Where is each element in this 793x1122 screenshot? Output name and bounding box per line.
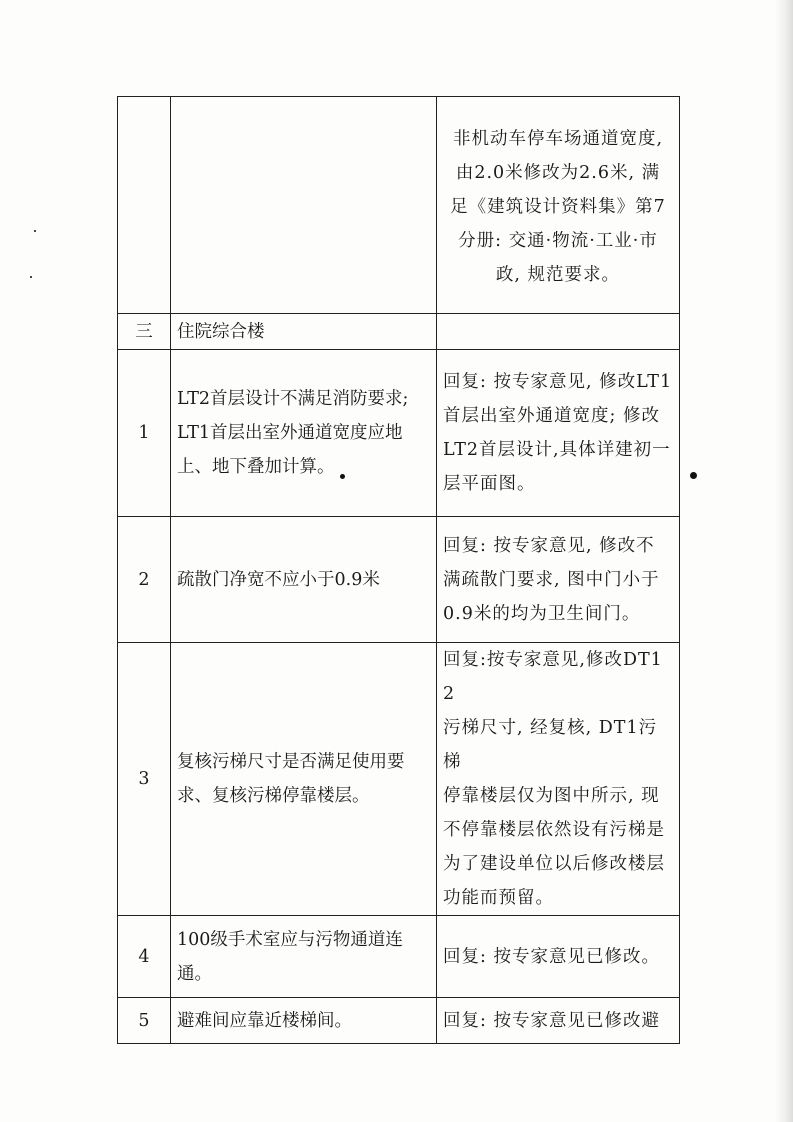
issue-line: 疏散门净宽不应小于0.9米 [177, 569, 380, 590]
reply-line: 0.9米的均为卫生间门。 [443, 603, 641, 624]
item-number: 3 [118, 643, 171, 916]
scan-speck [34, 230, 36, 232]
reply-line: 足《建筑设计资料集》第7 [450, 197, 666, 217]
reply-line: 由2.0米修改为2.6米, 满 [455, 163, 661, 183]
reply-line: 层平面图。 [443, 474, 536, 494]
section-title: 住院综合楼 [171, 314, 437, 350]
review-response-table [117, 96, 680, 1044]
num-cell [118, 97, 171, 314]
scan-speck [30, 276, 32, 278]
reply-cell [437, 350, 680, 517]
section-number: 三 [118, 314, 171, 350]
issue-cell [171, 350, 437, 517]
item-number: 1 [118, 350, 171, 517]
table-row [118, 643, 680, 916]
issue-line: LT1首层出室外通道宽度应地 [177, 423, 403, 443]
reply-cell [437, 643, 680, 916]
item-number: 2 [118, 517, 171, 643]
issue-line: 避难间应靠近楼梯间。 [177, 1010, 352, 1031]
issue-cell [171, 97, 437, 314]
reply-line: 满疏散门要求, 图中门小于 [443, 569, 660, 590]
issue-line: 通。 [177, 963, 212, 984]
issue-cell [171, 643, 437, 916]
item-number: 4 [118, 916, 171, 998]
reply-cell [437, 517, 680, 643]
issue-line: 100级手术室应与污物通道连 [177, 929, 403, 950]
reply-line: 为了建设单位以后修改楼层 [443, 854, 665, 874]
reply-line: 回复: 按专家意见已修改。 [443, 946, 660, 967]
issue-line: 求、复核污梯停靠楼层。 [177, 786, 370, 806]
table-row [118, 916, 680, 998]
table-row [118, 517, 680, 643]
reply-cell [437, 97, 680, 314]
scanned-page-edge [775, 0, 793, 1122]
issue-line: 上、地下叠加计算。 [177, 457, 335, 477]
table-row [118, 350, 680, 517]
reply-line: 政, 规范要求。 [495, 265, 621, 285]
scan-speck [690, 472, 697, 479]
reply-line: 污梯尺寸, 经复核, DT1污梯 [443, 718, 658, 772]
issue-cell [171, 998, 437, 1044]
reply-line: 首层出室外通道宽度; 修改 [443, 406, 660, 426]
reply-line: 非机动车停车场通道宽度, [452, 129, 664, 149]
issue-line: LT2首层设计不满足消防要求; [177, 389, 409, 409]
reply-line: 回复: 按专家意见, 修改不 [443, 535, 655, 556]
reply-line: 回复:按专家意见,修改DT12 [443, 650, 663, 704]
table-row-continuation [118, 97, 680, 314]
issue-cell [171, 517, 437, 643]
issue-line: 复核污梯尺寸是否满足使用要 [177, 752, 405, 772]
reply-line: 回复: 按专家意见已修改避 [443, 1010, 660, 1031]
section-row [118, 314, 680, 350]
scan-speck [340, 474, 345, 479]
reply-line: 不停靠楼层依然设有污梯是 [443, 820, 665, 840]
reply-cell [437, 314, 680, 350]
item-number: 5 [118, 998, 171, 1044]
reply-line: 功能而预留。 [443, 888, 554, 908]
reply-line: 回复: 按专家意见, 修改LT1 [443, 372, 673, 392]
reply-line: 停靠楼层仅为图中所示, 现 [443, 786, 660, 806]
reply-line: LT2首层设计,具体详建初一 [443, 440, 671, 460]
reply-line: 分册: 交通·物流·工业·市 [458, 231, 658, 251]
table-row [118, 998, 680, 1044]
reply-cell [437, 998, 680, 1044]
issue-cell [171, 916, 437, 998]
reply-cell [437, 916, 680, 998]
